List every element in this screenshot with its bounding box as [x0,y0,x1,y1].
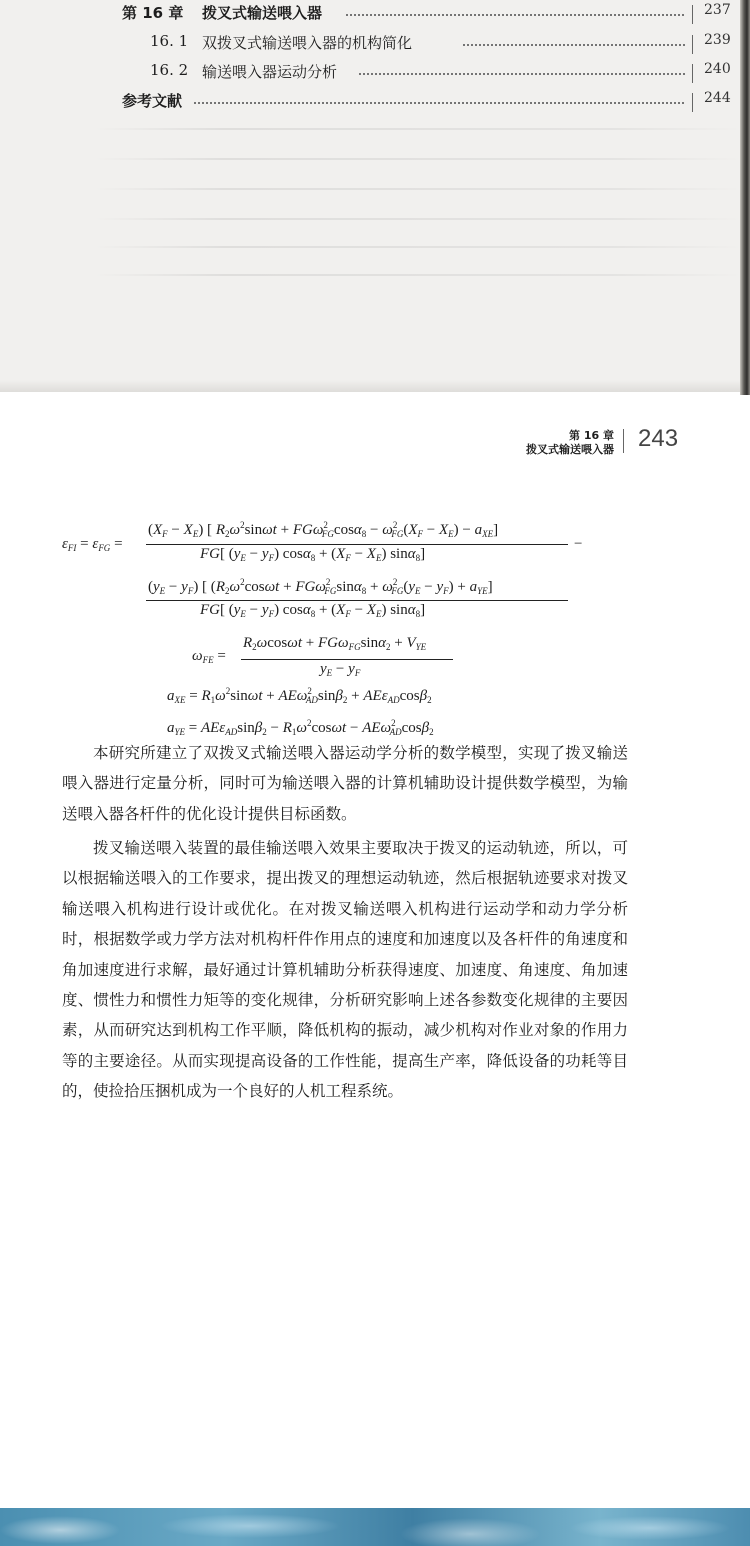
equation-acceleration-y: $a_{YE} = AE\varepsilon_{AD}\sin\beta_2 - R_1\omega^2\cos\omega t - AE\omega^2_{AD}\cos\beta_2$ [167,718,434,737]
equation-lhs: $\omega_{FE}$ = [192,648,226,665]
fraction-bar [241,659,453,660]
equation-denominator: FG[ $(y_E - y_F) \cos\alpha_8 + (X_F - X_E)$ sinα$_8$] [200,546,426,563]
running-head [500,427,750,461]
toc-references-title: 参考文献 [122,92,183,110]
page-shadow [0,380,742,392]
equation-lhs: $\varepsilon_{FI} = \varepsilon_{FG}$ = [62,536,123,553]
bleed-through-line [95,246,742,248]
equation-denominator: FG[ $(y_E - y_F) \cos\alpha_8 + (X_F - X_E)$ sinα$_8$] [200,602,426,619]
toc-leader-dots [358,73,685,75]
body-paragraph: 拨叉输送喂入装置的最佳输送喂入效果主要取决于拨叉的运动轨迹，所以，可以根据输送喂入的工作要求，提出拨叉的理想运动轨迹，然后根据轨迹要求对拨叉输送喂入机构进行设计或优化。在对拨叉输送喂入机构进行运动学和动力学分析时，根据数学或力学方法对机构杆件作用点的速度和加速度以及各杆件的角速度和角加速度进行求解，最好通过计算机辅助分析获得速度、加速度、角速度、角加速度、惯性力和惯性力矩等的变化规律，分析研究影响上述各参数变化规律的主要因素，从而研究达到机构工作平顺，降低机构的振动，减少机构对作业对象的作用力等的主要途径。从而实现提高设备的工作性能，提高生产率，降低设备的功耗等目的，使捡拾压捆机成为一个良好的人机工程系统。 [62,839,628,1101]
running-head-chapter: 第 16 章 [569,429,614,442]
bleed-through-line [95,128,742,130]
bleed-through-line [95,188,742,190]
toc-leader-dots [193,102,685,104]
equation-numerator: $R_2\omega\cos\omega t + FG\omega_{FG}\sin\alpha_2 + V_{YE}$ [243,635,427,652]
toc-leader-dots [345,14,685,16]
toc-page-number: 240 [704,61,731,77]
toc-section-number: 16. 1 [150,32,189,50]
page-number: 243 [638,425,679,452]
body-page [0,395,750,1546]
running-head-rule [623,429,624,453]
equation-denominator: $y_E - y_F$ [320,661,361,678]
equation-numerator: $(y_E - y_F)$ [ $(R_2\omega^2\cos\omega t + FG\omega^2_{FG}\sin\alpha_8 + \omega^2_{FG}(y_E - y_F) + a_{YE}]$ [148,577,493,596]
toc-section-number: 16. 2 [150,61,189,79]
toc-section-title: 输送喂入器运动分析 [202,63,338,81]
toc-page-number: 237 [704,2,731,18]
toc-page [0,0,742,392]
toc-page-rule [692,5,693,24]
toc-page-rule [692,35,693,54]
toc-page-rule [692,93,693,112]
toc-chapter-number: 第 16 章 [122,4,184,22]
equation-acceleration-x: $a_{XE} = R_1\omega^2\sin\omega t + AE\omega^2_{AD}\sin\beta_2 + AE\varepsilon_{AD}\cos\beta_2$ [167,686,432,705]
running-head-title: 拨叉式输送喂入器 [526,443,614,456]
toc-chapter-title: 拨叉式输送喂入器 [202,4,323,22]
toc-row-references[interactable] [0,90,742,114]
toc-row-chapter[interactable] [0,2,742,26]
toc-leader-dots [462,44,685,46]
toc-row-section[interactable] [0,32,742,56]
toc-section-title: 双拨叉式输送喂入器的机构简化 [202,34,413,52]
toc-row-section[interactable] [0,61,742,85]
body-paragraph: 本研究所建立了双拨叉式输送喂入器运动学分析的数学模型，实现了拨叉输送喂入器进行定量分析，同时可为输送喂入器的计算机辅助设计提供数学模型，为输送喂入器各杆件的优化设计提供目标函数。 [62,744,628,823]
toc-page-rule [692,64,693,83]
book-spine-edge [740,0,750,395]
cover-edge-strip [0,1508,750,1546]
bleed-through-line [95,158,742,160]
fraction-bar [146,544,568,545]
equation-numerator: $(X_F - X_E)$ [ $R_2\omega^2\sin\omega t + FG\omega^2_{FG}\cos\alpha_8 - \omega^2_{FG}(X_F - X_E) - a_{XE}$] [148,520,499,539]
bleed-through-line [95,218,742,220]
fraction-bar [146,600,568,601]
equation-minus-sign: − [574,536,583,552]
toc-page-number: 239 [704,32,731,48]
toc-page-number: 244 [704,90,731,106]
bleed-through-line [95,274,742,276]
